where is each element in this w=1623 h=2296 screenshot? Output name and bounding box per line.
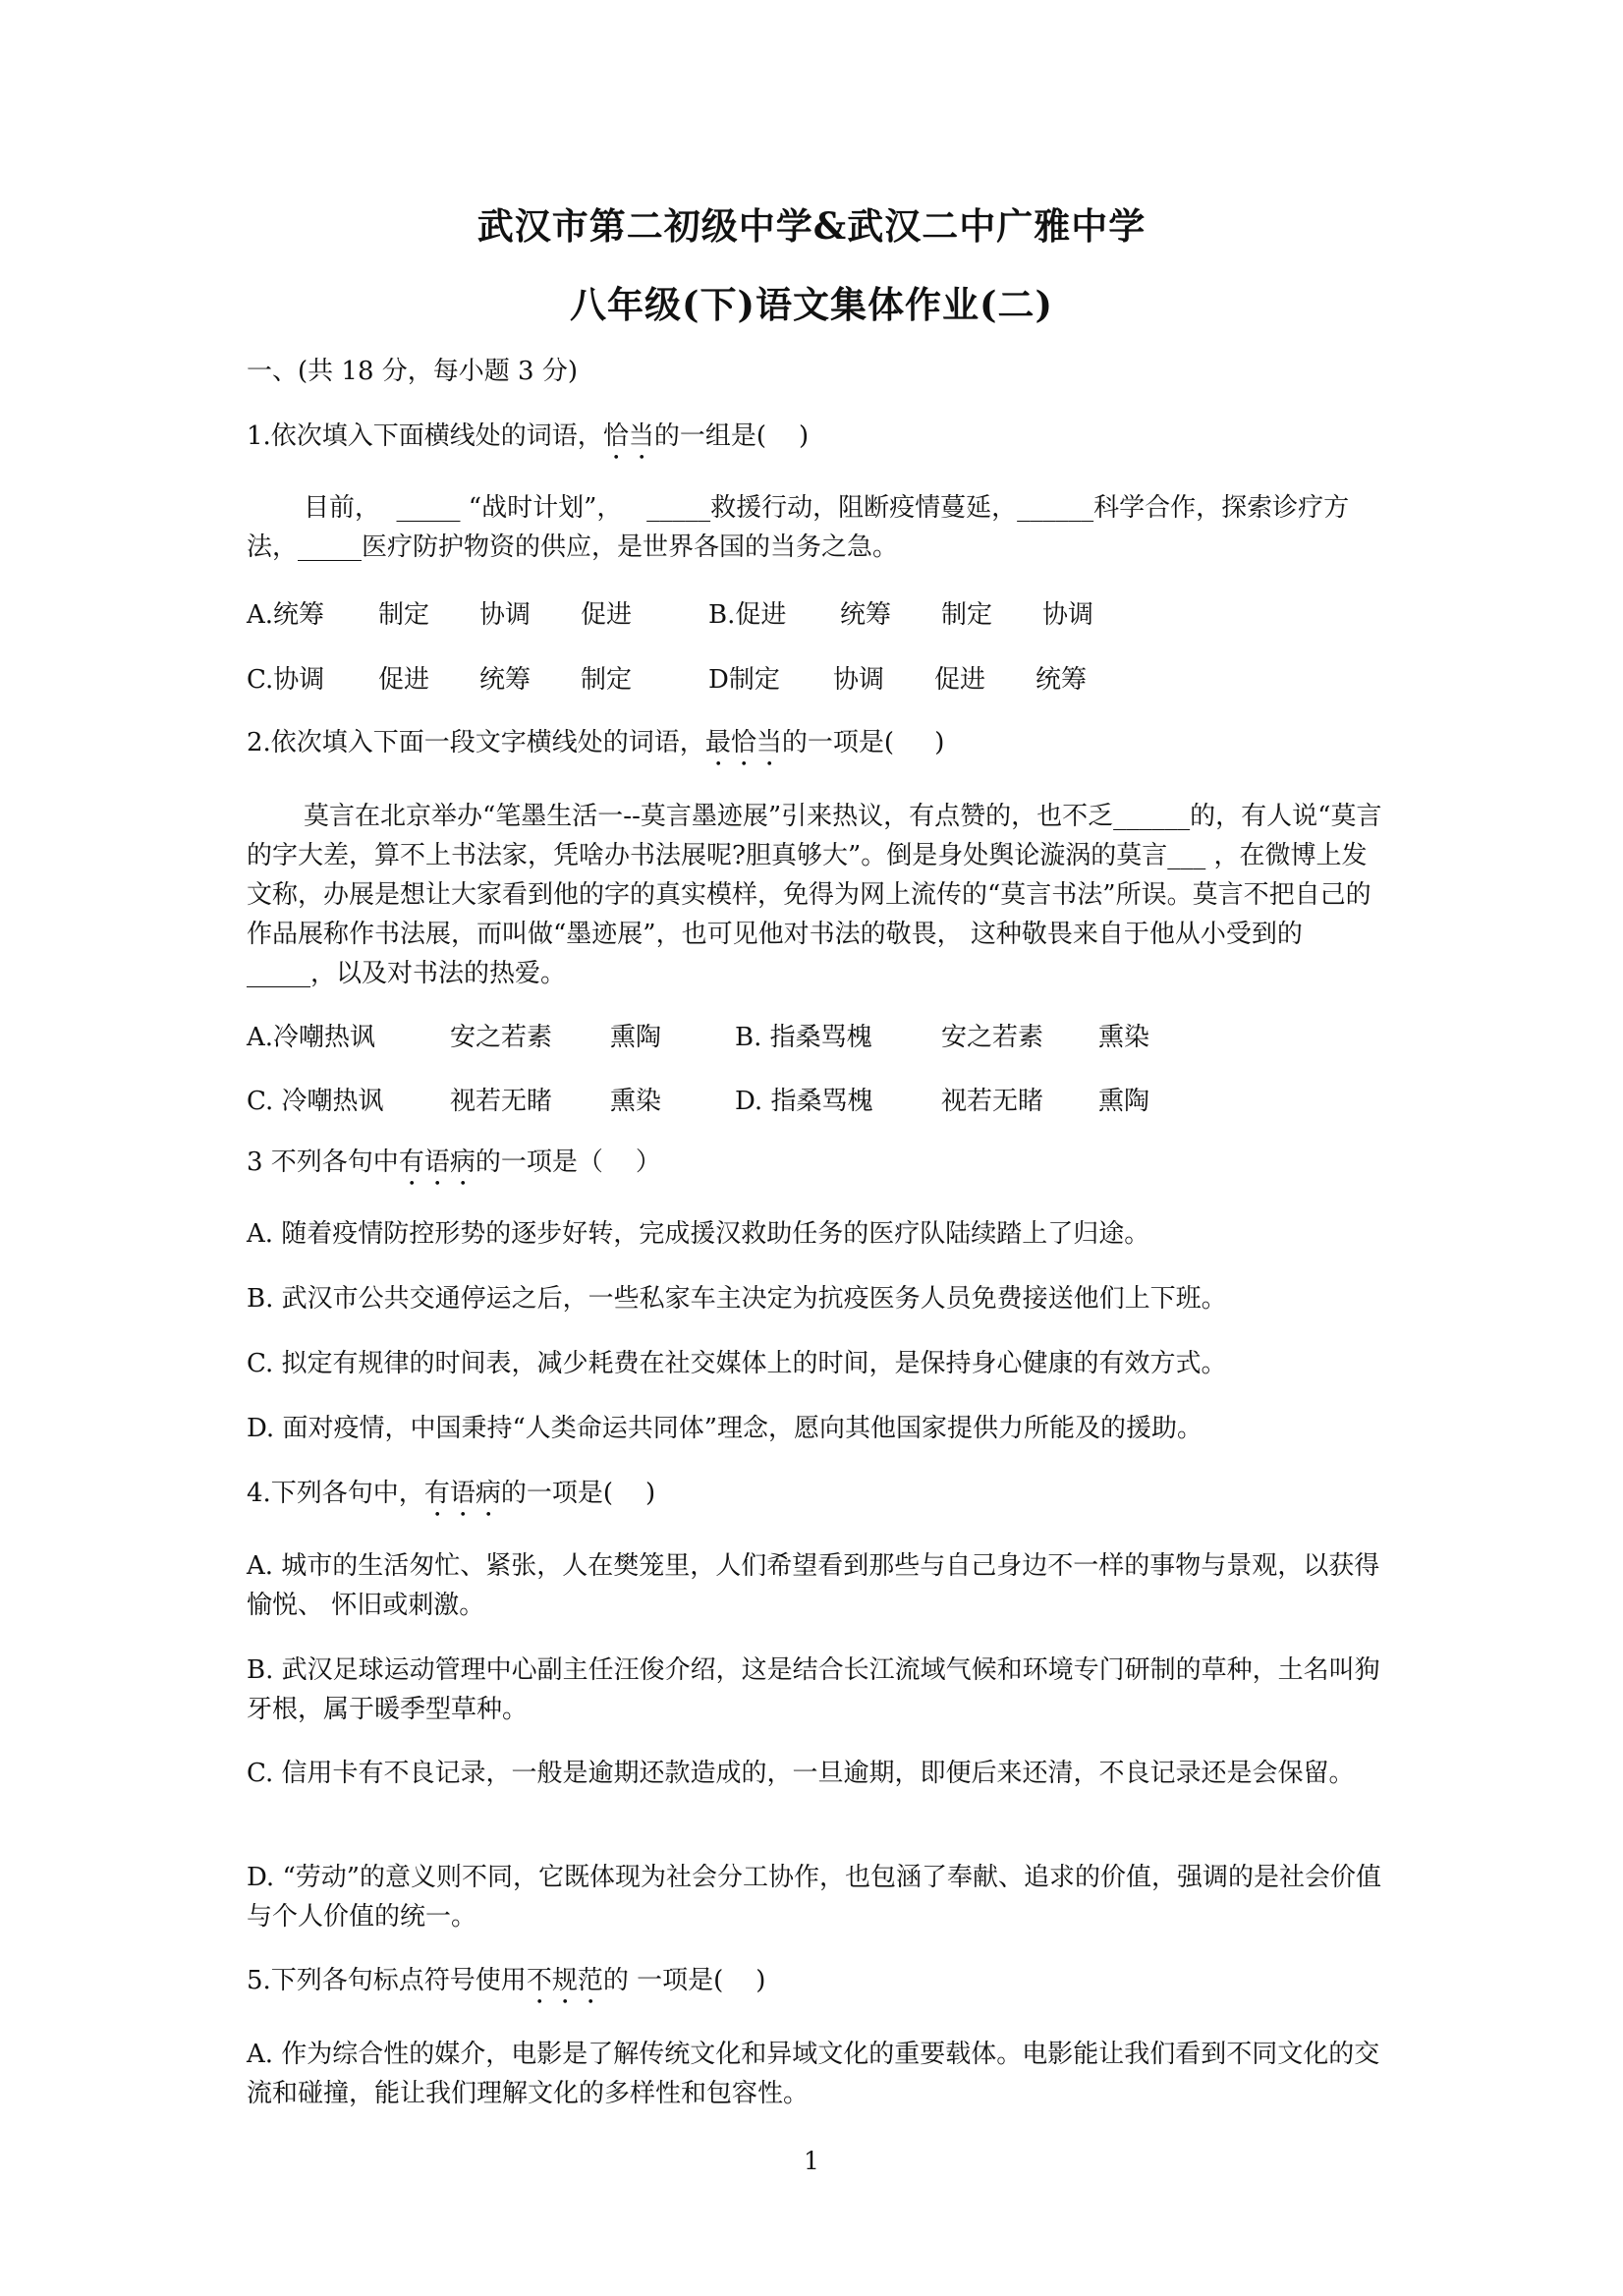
- option-text: 促进: [581, 600, 633, 630]
- option-text: 熏陶: [610, 1023, 662, 1052]
- question-3-option-c: C. 拟定有规律的时间表，减少耗费在社交媒体上的时间，是保持身心健康的有效方式。: [247, 1349, 1227, 1378]
- option-text: 熏陶: [1098, 1087, 1150, 1116]
- option-text: 统筹: [840, 600, 892, 630]
- option-text: D. 指桑骂槐: [735, 1087, 873, 1116]
- option-text: C.协调: [247, 665, 325, 695]
- option-text: 促进: [378, 665, 430, 695]
- section-heading: 一、(共 18 分，每小题 3 分): [247, 357, 578, 386]
- question-5-option-a: A. 作为综合性的媒介，电影是了解传统文化和异域文化的重要载体。电影能让我们看到不同文化的交流和碰撞，能让我们理解文化的多样性和包容性。: [247, 2040, 1380, 2108]
- option-text: B.促进: [708, 600, 787, 630]
- question-3-option-d: D. 面对疫情，中国秉持“人类命运共同体”理念，愿向其他国家提供力所能及的援助。: [247, 1414, 1203, 1443]
- option-text: 协调: [833, 665, 885, 695]
- option-text: D制定: [708, 665, 780, 695]
- option-text: 统筹: [1035, 665, 1088, 695]
- question-3-option-a: A. 随着疫情防控形势的逐步好转，完成援汉救助任务的医疗队陆续踏上了归途。: [247, 1219, 1150, 1249]
- option-text: B. 指桑骂槐: [735, 1023, 872, 1052]
- option-text: 制定: [581, 665, 633, 695]
- option-text: 促进: [934, 665, 986, 695]
- option-text: 视若无睹: [941, 1087, 1044, 1116]
- question-4-option-c: C. 信用卡有不良记录，一般是逾期还款造成的，一旦逾期，即便后来还清，不良记录还是会保留。: [247, 1759, 1355, 1788]
- page-number: 1: [804, 2147, 819, 2175]
- option-text: 协调: [1042, 600, 1094, 630]
- question-3-stem: 3 不列各句中有语病的一项是（ ）: [247, 1148, 661, 1177]
- option-text: 安之若素: [941, 1023, 1044, 1052]
- option-text: 熏染: [610, 1087, 662, 1116]
- question-1-stem: 1.依次填入下面横线处的词语，恰当的一组是( ): [247, 421, 810, 451]
- option-text: 熏染: [1098, 1023, 1150, 1052]
- school-title: 武汉市第二初级中学&武汉二中广雅中学: [476, 204, 1147, 248]
- question-4-stem: 4.下列各句中，有语病的一项是( ): [247, 1479, 656, 1508]
- question-4-option-b: B. 武汉足球运动管理中心副主任汪俊介绍，这是结合长江流域气候和环境专门研制的草种，土名叫狗牙根，属于暖季型草种。: [247, 1655, 1380, 1724]
- question-4-option-d: D. “劳动”的意义则不同，它既体现为社会分工协作，也包涵了奉献、追求的价值，强调的是社会价值与个人价值的统一。: [247, 1863, 1382, 1932]
- option-text: 视若无睹: [450, 1087, 553, 1116]
- question-5-stem: 5.下列各句标点符号使用不规范的 一项是( ): [247, 1966, 766, 1995]
- assignment-title: 八年级(下)语文集体作业(二): [569, 283, 1054, 326]
- option-text: 协调: [479, 600, 532, 630]
- question-4-option-a: A. 城市的生活匆忙、紧张，人在樊笼里，人们希望看到那些与自己身边不一样的事物与景观，以获得愉悦、 怀旧或刺激。: [247, 1551, 1380, 1620]
- question-2-passage: 莫言在北京举办“笔墨生活一--莫言墨迹展”引来热议，有点赞的，也不乏______的，有人说“莫言的字大差，算不上书法家，凭啥办书法展呢?胆真够大”。倒是身处舆论漩涡的莫言___ ，在微博上发文称，办展是想让大家看到他的字的真实模样，免得为网上流传的“莫言书法”所误。莫言不把自己的作品展称作书法展，而叫做“墨迹展”，也可见他对书法的敬畏， 这种敬畏来自于他从小受到的_____，以及对书法的热爱。: [247, 802, 1382, 988]
- question-2-stem: 2.依次填入下面一段文字横线处的词语，最恰当的一项是( ): [247, 728, 945, 757]
- option-text: 安之若素: [450, 1023, 553, 1052]
- option-text: A.统筹: [247, 600, 325, 630]
- option-text: 统筹: [479, 665, 532, 695]
- option-text: 制定: [941, 600, 993, 630]
- option-text: A.冷嘲热讽: [247, 1023, 376, 1052]
- option-text: 制定: [378, 600, 430, 630]
- question-3-option-b: B. 武汉市公共交通停运之后，一些私家车主决定为抗疫医务人员免费接送他们上下班。: [247, 1284, 1227, 1314]
- question-1-passage: 目前， _____ “战时计划”， _____救援行动，阻断疫情蔓延，______科学合作，探索诊疗方法，_____医疗防护物资的供应，是世界各国的当务之急。: [247, 493, 1350, 562]
- option-text: C. 冷嘲热讽: [247, 1087, 384, 1116]
